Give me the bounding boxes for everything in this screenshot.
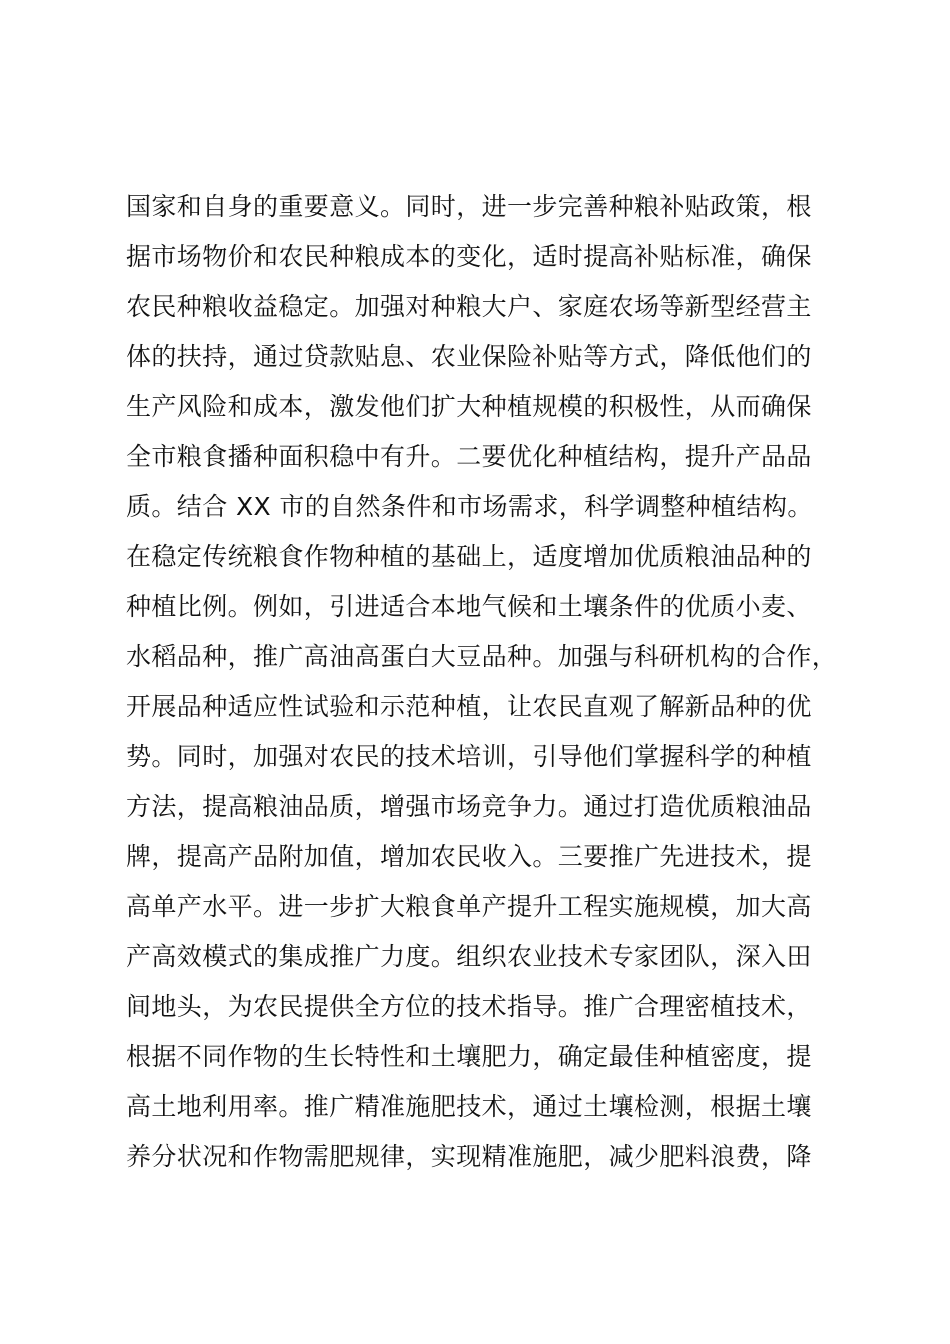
text-line: 种植比例。例如，引进适合本地气候和土壤条件的优质小麦、 [126,592,812,621]
text-line: 养分状况和作物需肥规律，实现精准施肥，减少肥料浪费，降 [126,1142,812,1171]
text-line: 高单产水平。进一步扩大粮食单产提升工程实施规模，加大高 [126,892,812,921]
text-line: 高土地利用率。推广精准施肥技术，通过土壤检测，根据土壤 [126,1092,812,1121]
text-line: 在稳定传统粮食作物种植的基础上，适度增加优质粮油品种的 [126,542,812,571]
body-text [126,182,836,1182]
text-line: 根据不同作物的生长特性和土壤肥力，确定最佳种植密度，提 [126,1042,812,1071]
text-line: 产高效模式的集成推广力度。组织农业技术专家团队，深入田 [126,942,812,971]
text-line: 势。同时，加强对农民的技术培训，引导他们掌握科学的种植 [126,742,812,771]
text-line: 生产风险和成本，激发他们扩大种植规模的积极性，从而确保 [126,392,812,421]
text-line: 质。结合 XX 市的自然条件和市场需求，科学调整种植结构。 [126,492,813,521]
text-line: 开展品种适应性试验和示范种植，让农民直观了解新品种的优 [126,692,812,721]
text-line: 牌，提高产品附加值，增加农民收入。三要推广先进技术，提 [126,842,812,871]
text-line: 体的扶持，通过贷款贴息、农业保险补贴等方式，降低他们的 [126,342,812,371]
text-line: 水稻品种，推广高油高蛋白大豆品种。加强与科研机构的合作， [126,642,838,671]
text-line: 国家和自身的重要意义。同时，进一步完善种粮补贴政策，根 [126,192,812,221]
text-line: 间地头，为农民提供全方位的技术指导。推广合理密植技术， [126,992,812,1021]
text-line: 据市场物价和农民种粮成本的变化，适时提高补贴标准，确保 [126,242,812,271]
text-line: 方法，提高粮油品质，增强市场竞争力。通过打造优质粮油品 [126,792,812,821]
text-line: 农民种粮收益稳定。加强对种粮大户、家庭农场等新型经营主 [126,292,812,321]
text-line: 全市粮食播种面积稳中有升。二要优化种植结构，提升产品品 [126,442,812,471]
